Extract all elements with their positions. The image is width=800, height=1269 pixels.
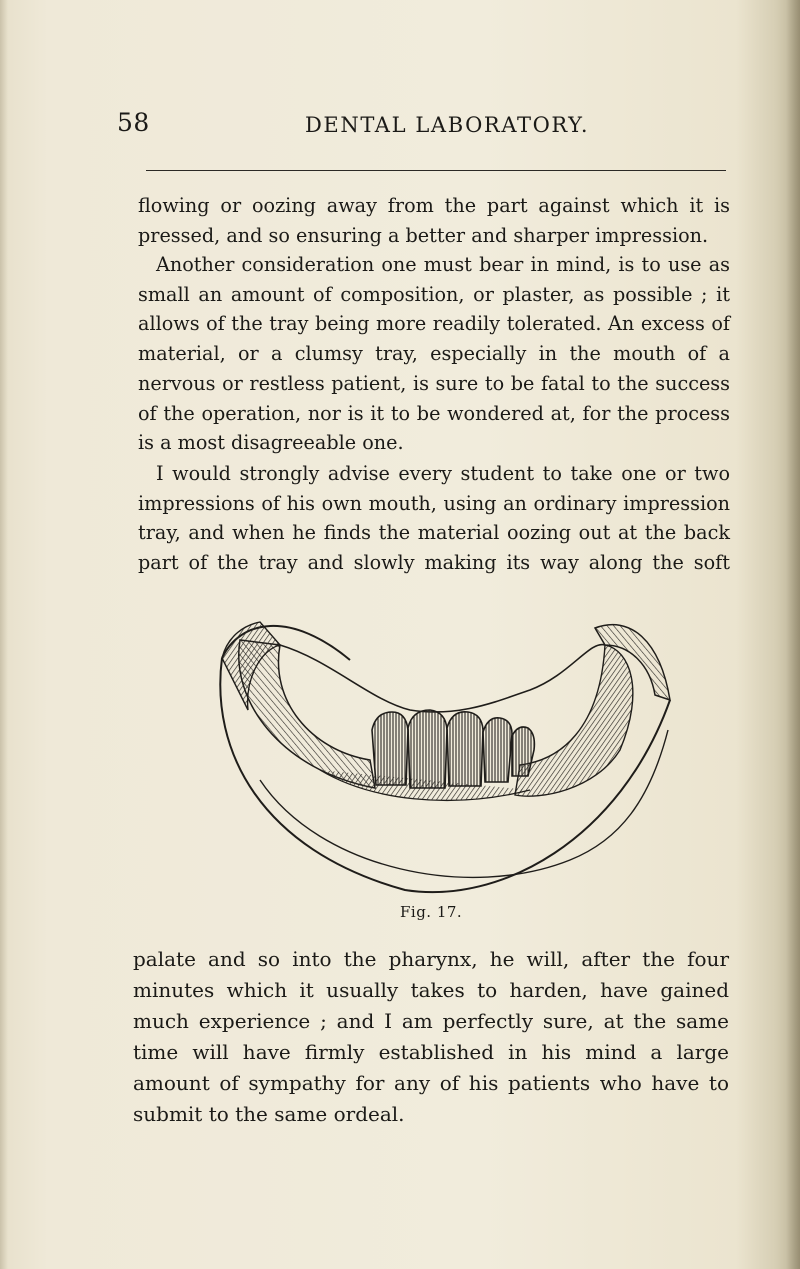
page-gutter-shadow <box>0 0 8 1269</box>
paragraph-continued: flowing or oozing away from the part against which it is pressed, and so ensuring a better and sharper impression. <box>138 194 730 247</box>
figure-caption: Fig. 17. <box>400 903 463 921</box>
running-title: DENTAL LABORATORY. <box>305 113 590 137</box>
palate-edge <box>280 645 605 712</box>
header-rule <box>146 170 726 171</box>
paragraph-conclusion: palate and so into the pharynx, he will, after the four minutes which it usually takes to harden, have gained much experience ; and I am perfectly sure, at the same time will have firmly established in his mind a large amount of sympathy for any of his patients who have to submit to the same ordeal. <box>133 947 729 1126</box>
paragraph-consideration: Another consideration one must bear in mind, is to use as small an amount of composition, or plaster, as possible ; it allows of the tray being more readily tolerated. An excess of material, or a clumsy tray, especially in the mouth of a nervous or restless patient, is sure to be fatal to the success of the operation, nor is it to be wondered at, for the process is a most disagreeable one. <box>138 253 730 455</box>
page-edge-shadow <box>786 0 800 1269</box>
paragraph-advice: I would strongly advise every student to take one or two impressions of his own mouth, using an ordinary impression tray, and when he finds the material oozing out at the back part of the tray and slowly making its way along the soft <box>138 462 730 575</box>
front-teeth <box>372 710 534 788</box>
page-number: 58 <box>117 108 150 137</box>
figure-17-jaw-impression <box>200 600 690 900</box>
